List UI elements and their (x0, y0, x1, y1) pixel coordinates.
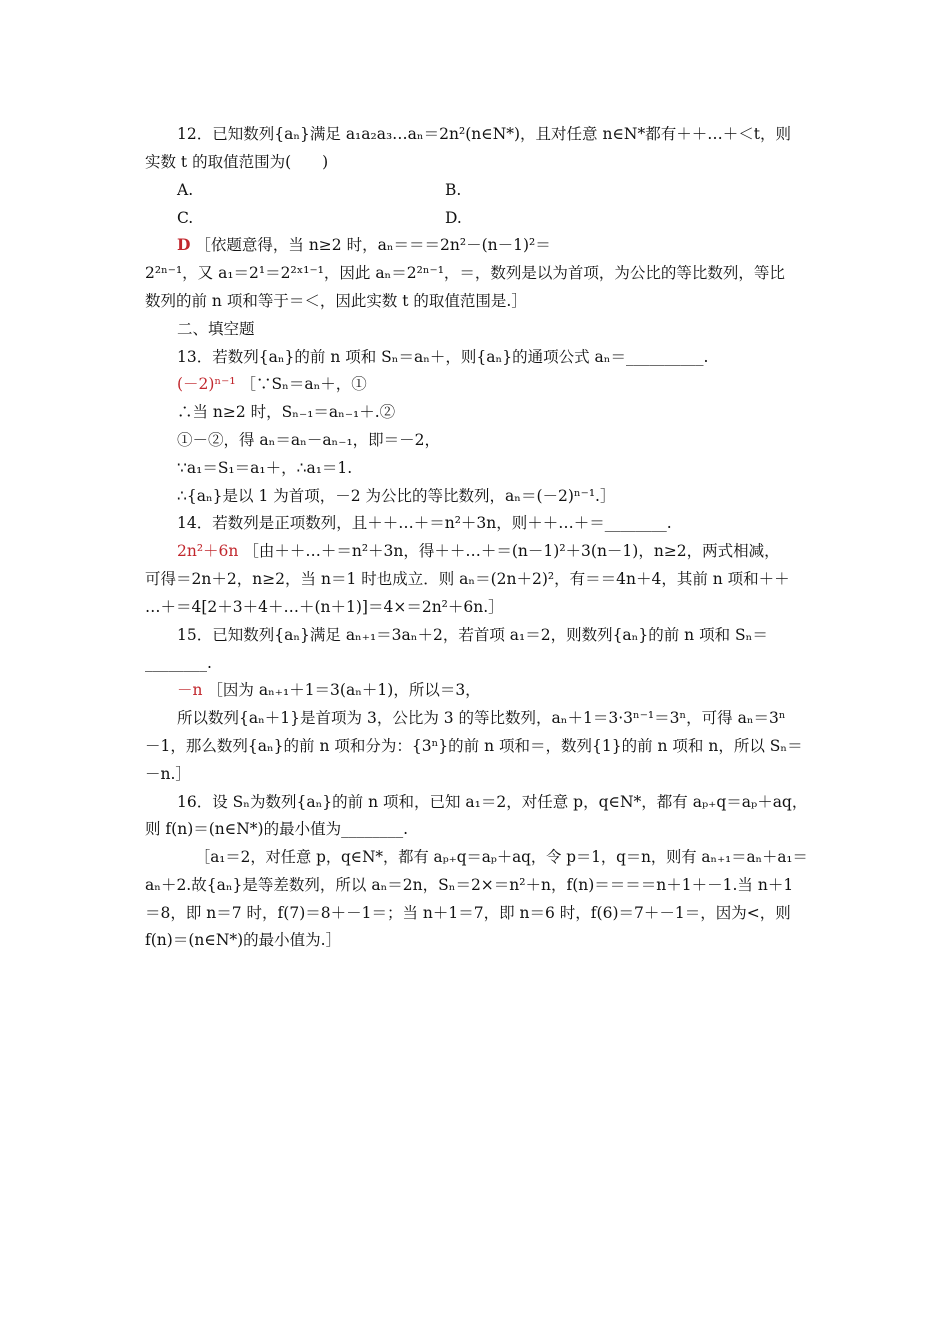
q13-explanation-text1: ［∵Sₙ＝aₙ＋，① (240, 375, 367, 393)
q13-stem: 13．若数列{aₙ}的前 n 项和 Sₙ＝aₙ＋，则{aₙ}的通项公式 aₙ＝__________. (177, 348, 709, 366)
q13-explanation-line1 (177, 373, 367, 395)
q13-explanation-line2: ∴当 n≥2 时，Sₙ₋₁＝aₙ₋₁＋.② (177, 403, 396, 421)
q13-explanation-line4: ∵a₁＝S₁＝a₁＋，∴a₁＝1. (177, 459, 353, 477)
q16-stem-line1: 16．设 Sₙ为数列{aₙ}的前 n 项和，已知 a₁＝2，对任意 p，q∈N*，都有 aₚ₊q＝aₚ＋aq， (177, 793, 808, 811)
q14-stem: 14．若数列是正项数列，且＋＋…＋＝n²＋3n，则＋＋…＋＝________. (177, 514, 672, 532)
q15-explanation-line3: －1，那么数列{aₙ}的前 n 项和分为：{3ⁿ}的前 n 项和＝，数列{1}的前 n 项和 n，所以 Sₙ＝ (145, 737, 803, 755)
q14-explanation-line2: 可得＝2n＋2，n≥2，当 n＝1 时也成立．则 aₙ＝(2n＋2)²，有＝＝4n＋4，其前 n 项和＋＋ (145, 570, 790, 588)
q12-explanation-line2: 2²ⁿ⁻¹，又 a₁＝2¹＝2²ˣ¹⁻¹，因此 aₙ＝2²ⁿ⁻¹，＝，数列是以为首项，为公比的等比数列，等比 (145, 264, 785, 282)
q12-explanation-text1: ［依题意得，当 n≥2 时，aₙ＝＝＝2n²－(n－1)²＝ (195, 236, 551, 254)
section-heading: 二、填空题 (177, 320, 255, 338)
q15-explanation-line2: 所以数列{aₙ＋1}是首项为 3，公比为 3 的等比数列，aₙ＋1＝3·3ⁿ⁻¹＝3ⁿ，可得 aₙ＝3ⁿ (177, 709, 786, 727)
q15-answer: －n (177, 681, 203, 699)
q14-explanation-line3: …＋＝4[2＋3＋4＋…＋(n＋1)]＝4×＝2n²＋6n.］ (145, 598, 504, 616)
q12-stem-line1: 12．已知数列{aₙ}满足 a₁a₂a₃…aₙ＝2n²(n∈N*)，且对任意 n∈N*都有＋＋…＋＜t，则 (177, 125, 791, 143)
q15-explanation-line4: －n.］ (145, 765, 191, 783)
q16-explanation-line3: ＝8，即 n＝7 时，f(7)＝8＋－1＝；当 n＋1＝7，即 n＝6 时，f(6)＝7＋－1＝，因为<，则 (145, 904, 791, 922)
q12-option-b: B. (445, 181, 462, 199)
q12-explanation-line3: 数列的前 n 项和等于＝＜，因此实数 t 的取值范围是.］ (145, 292, 527, 310)
q12-explanation-line1 (177, 234, 551, 256)
q13-explanation-line5: ∴{aₙ}是以 1 为首项，－2 为公比的等比数列，aₙ＝(－2)ⁿ⁻¹.］ (177, 487, 616, 505)
q15-stem-line1: 15．已知数列{aₙ}满足 aₙ₊₁＝3aₙ＋2，若首项 a₁＝2，则数列{aₙ}的前 n 项和 Sₙ＝ (177, 626, 768, 644)
q14-explanation-line1 (177, 540, 780, 562)
q16-explanation-line2: aₙ＋2.故{aₙ}是等差数列，所以 aₙ＝2n，Sₙ＝2×＝n²＋n，f(n)＝＝＝＝n＋1＋－1.当 n＋1 (145, 876, 794, 894)
q12-option-a: A. (177, 181, 194, 199)
q12-option-d: D. (445, 209, 462, 227)
q16-explanation-line4: f(n)＝(n∈N*)的最小值为.］ (145, 931, 342, 949)
q15-explanation-line1 (177, 679, 481, 701)
q13-answer: (－2)ⁿ⁻¹ (177, 375, 236, 393)
q12-answer: D (177, 235, 191, 254)
q15-explanation-text1: ［因为 aₙ₊₁＋1＝3(aₙ＋1)，所以＝3， (207, 681, 481, 699)
q12-stem-line2: 实数 t 的取值范围为( ) (145, 153, 329, 171)
q16-stem-line2: 则 f(n)＝(n∈N*)的最小值为________. (145, 820, 409, 838)
q14-answer: 2n²＋6n (177, 542, 239, 560)
q15-stem-line2: ________. (145, 654, 212, 672)
q14-explanation-text1: ［由＋＋…＋＝n²＋3n，得＋＋…＋＝(n－1)²＋3(n－1)，n≥2，两式相减， (243, 542, 780, 560)
q13-explanation-line3: ①－②，得 aₙ＝aₙ－aₙ₋₁，即＝－2， (177, 431, 441, 449)
q16-explanation-line1: ［a₁＝2，对任意 p，q∈N*，都有 aₚ₊q＝aₚ＋aq，令 p＝1，q＝n，则有 aₙ₊₁＝aₙ＋a₁＝ (195, 848, 808, 866)
q12-option-c: C. (177, 209, 194, 227)
